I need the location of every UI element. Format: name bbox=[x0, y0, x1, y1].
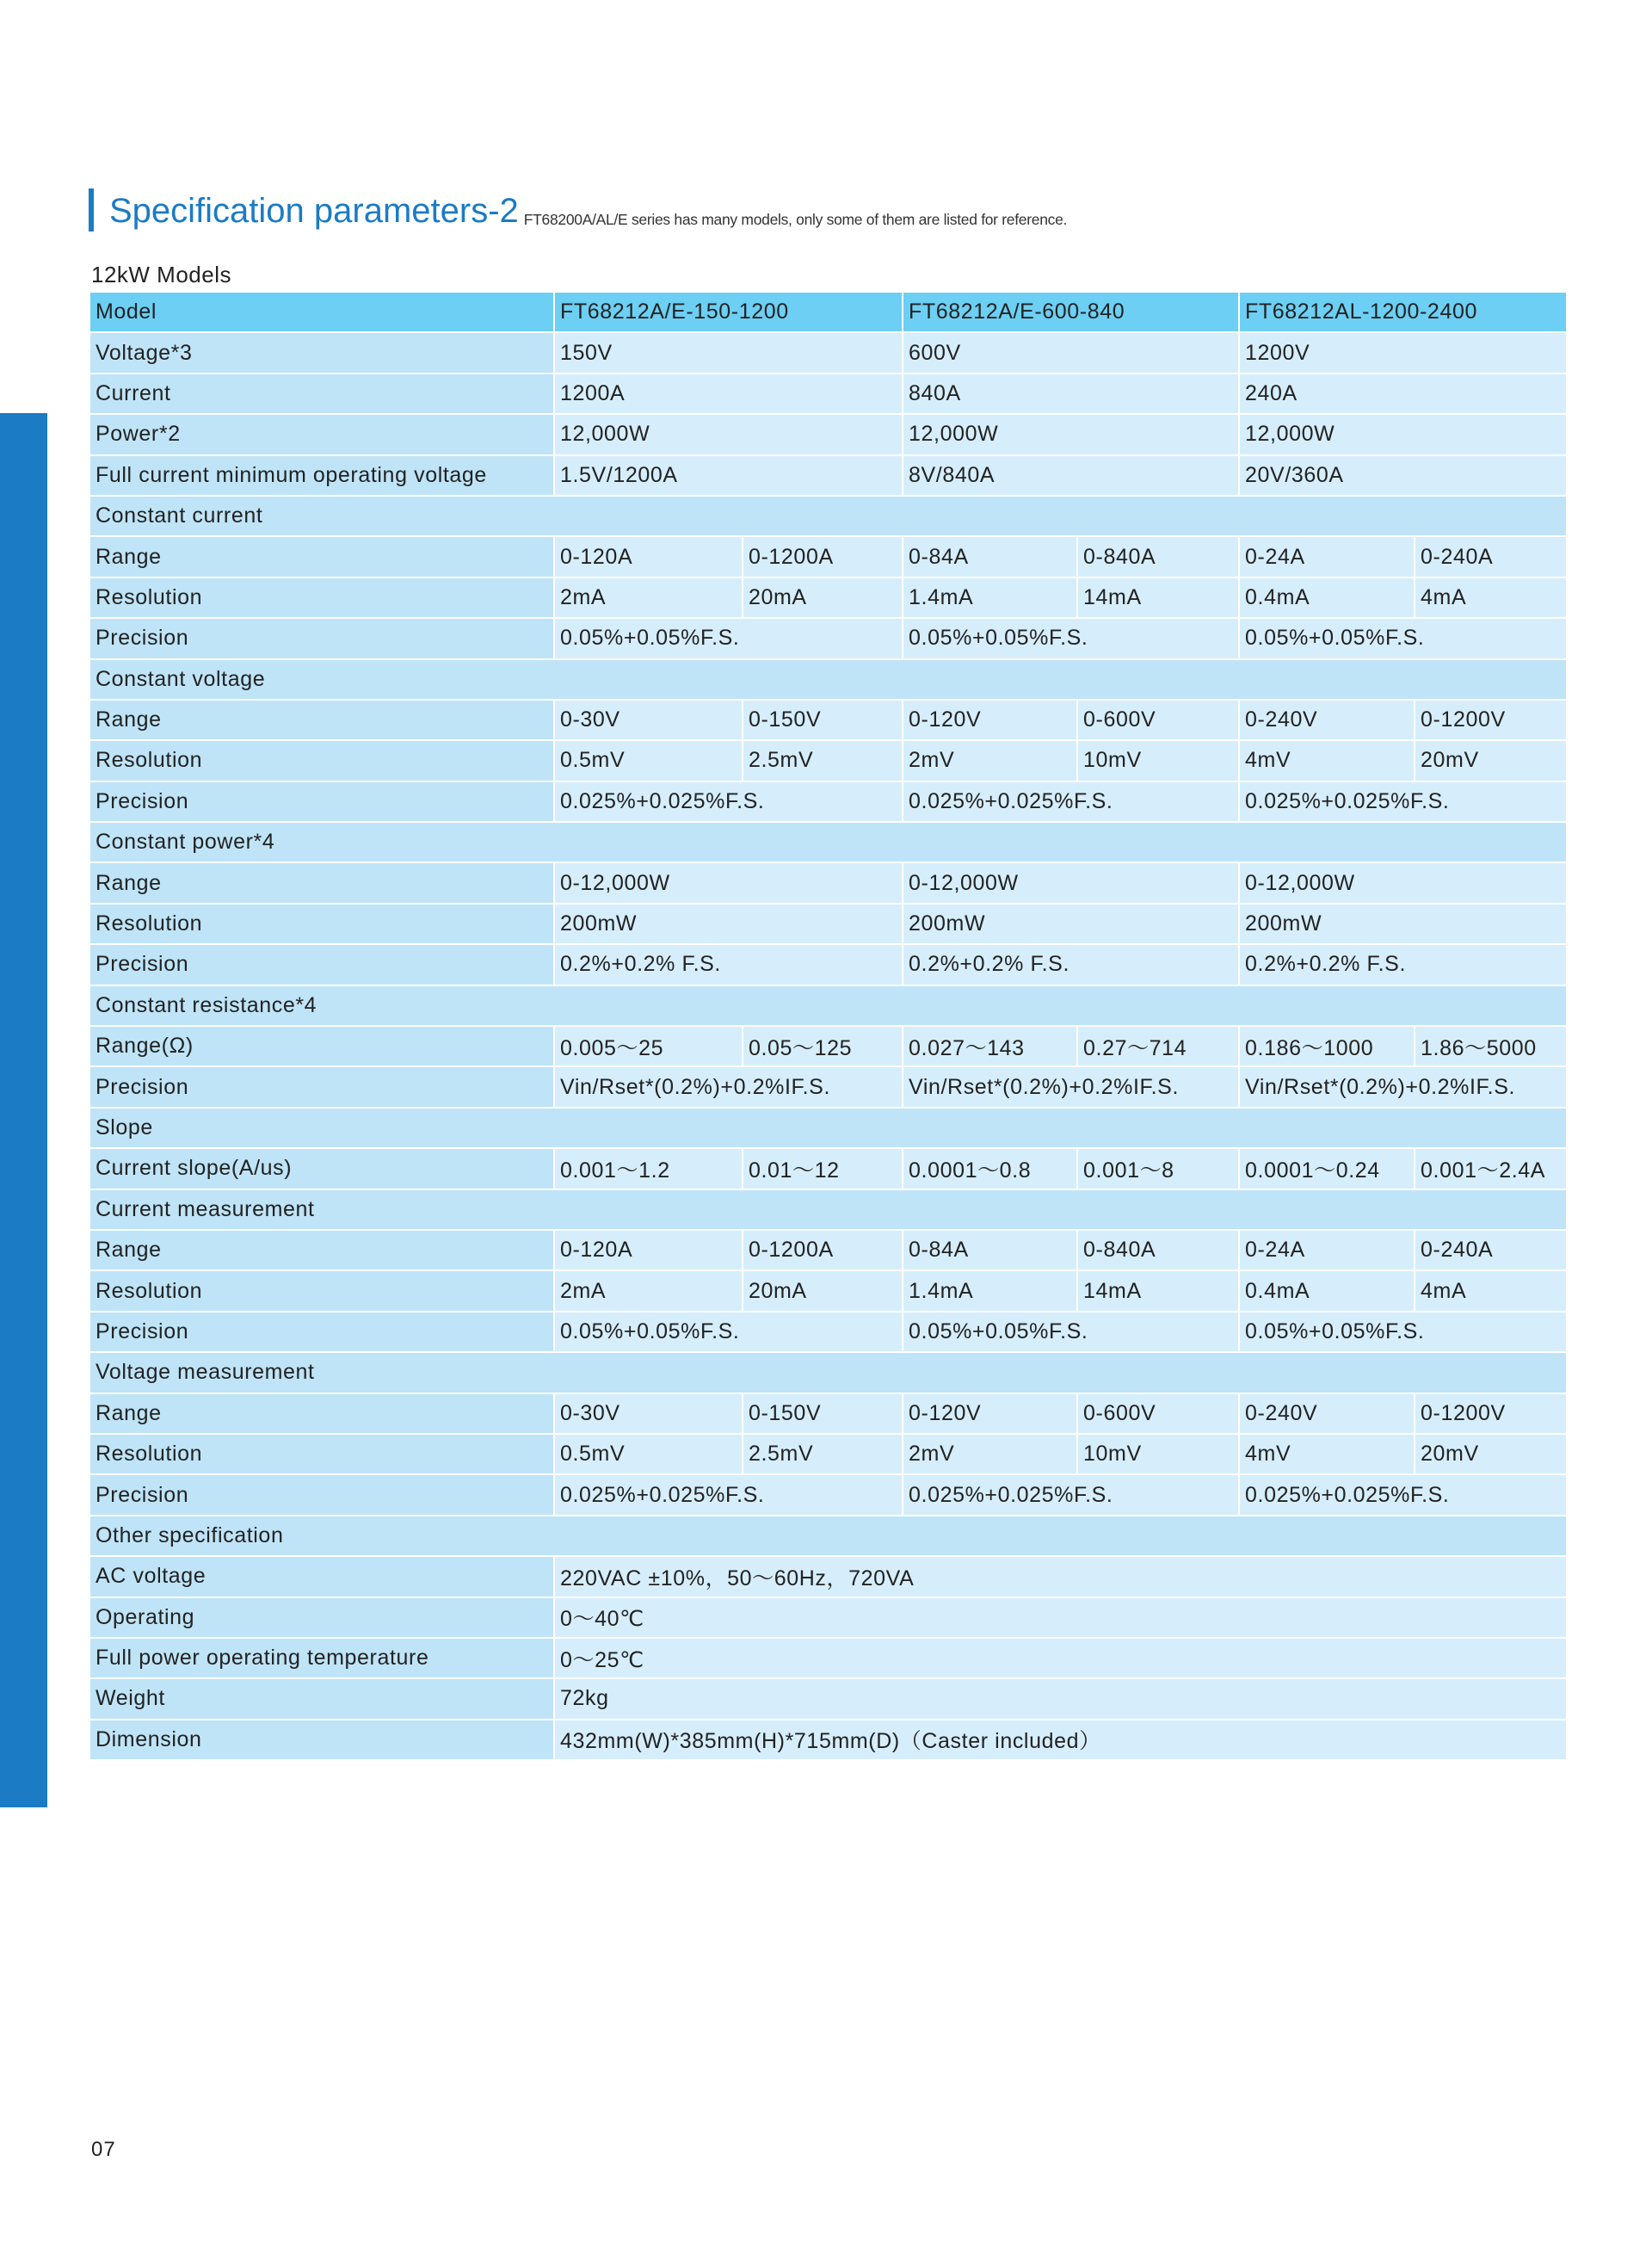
row-label: Current bbox=[89, 374, 554, 414]
cell-value: 0.2%+0.2% F.S. bbox=[903, 944, 1239, 985]
table-row bbox=[89, 1066, 1567, 1107]
row-label: Range(Ω) bbox=[89, 1026, 554, 1066]
cell-value: 10mV bbox=[1077, 1434, 1239, 1474]
cell-value: 1.4mA bbox=[903, 577, 1077, 618]
row-label: Voltage*3 bbox=[89, 332, 554, 373]
table-row bbox=[89, 374, 1567, 414]
cell-value: 0.05%+0.05%F.S. bbox=[554, 618, 903, 658]
cell-value: 0.05～125 bbox=[743, 1026, 903, 1066]
table-row bbox=[89, 700, 1567, 740]
title-accent-bar bbox=[89, 188, 94, 232]
row-label: Range bbox=[89, 1393, 554, 1434]
side-color-band bbox=[0, 413, 47, 1807]
table-row bbox=[89, 740, 1567, 781]
title-note: FT68200A/AL/E series has many models, only some of them are listed for reference. bbox=[523, 211, 1068, 228]
row-label: Range bbox=[89, 700, 554, 740]
cell-value: 72kg bbox=[554, 1678, 1567, 1719]
cell-value: 0-600V bbox=[1077, 700, 1239, 740]
section-row bbox=[89, 1516, 1567, 1556]
cell-value: 150V bbox=[554, 332, 903, 373]
table-row bbox=[89, 1597, 1567, 1638]
table-row bbox=[89, 862, 1567, 903]
cell-value: 0-1200V bbox=[1415, 1393, 1567, 1434]
row-label: Power*2 bbox=[89, 414, 554, 454]
section-row bbox=[89, 822, 1567, 862]
cell-value: 1200V bbox=[1239, 332, 1567, 373]
cell-value: 4mA bbox=[1415, 577, 1567, 618]
row-label: Model bbox=[89, 292, 554, 332]
table-row bbox=[89, 1638, 1567, 1678]
table-header-row bbox=[89, 292, 1567, 332]
cell-value: 0-240V bbox=[1239, 1393, 1415, 1434]
cell-value: 0.0001～0.24 bbox=[1239, 1148, 1415, 1189]
row-label: Precision bbox=[89, 1066, 554, 1107]
cell-value: 0.005～25 bbox=[554, 1026, 743, 1066]
cell-value: 0.001～8 bbox=[1077, 1148, 1239, 1189]
cell-value: 0-840A bbox=[1077, 1230, 1239, 1270]
table-row bbox=[89, 1148, 1567, 1189]
section-row bbox=[89, 985, 1567, 1026]
row-label: Weight bbox=[89, 1678, 554, 1719]
cell-value: 0-1200A bbox=[743, 536, 903, 577]
cell-value: 0.05%+0.05%F.S. bbox=[903, 618, 1239, 658]
cell-value: 0-12,000W bbox=[903, 862, 1239, 903]
cell-value: 2mV bbox=[903, 1434, 1077, 1474]
cell-value: 2.5mV bbox=[743, 740, 903, 781]
cell-value: 14mA bbox=[1077, 577, 1239, 618]
cell-value: 8V/840A bbox=[903, 455, 1239, 496]
cell-value: 20V/360A bbox=[1239, 455, 1567, 496]
table-row bbox=[89, 1720, 1567, 1760]
cell-value: 840A bbox=[903, 374, 1239, 414]
section-title: Constant current bbox=[89, 496, 1567, 536]
cell-value: 0-30V bbox=[554, 700, 743, 740]
cell-value: 0.05%+0.05%F.S. bbox=[1239, 1312, 1567, 1352]
cell-value: 0-600V bbox=[1077, 1393, 1239, 1434]
cell-value: 14mA bbox=[1077, 1270, 1239, 1311]
cell-value: 0-1200A bbox=[743, 1230, 903, 1270]
row-label: AC voltage bbox=[89, 1556, 554, 1597]
cell-value: 0.025%+0.025%F.S. bbox=[554, 1474, 903, 1515]
page-header bbox=[89, 188, 1067, 232]
cell-value: 0-120V bbox=[903, 1393, 1077, 1434]
cell-value: 0.4mA bbox=[1239, 1270, 1415, 1311]
table-row bbox=[89, 1026, 1567, 1066]
section-title: Slope bbox=[89, 1108, 1567, 1148]
row-label: Resolution bbox=[89, 740, 554, 781]
row-label: Precision bbox=[89, 618, 554, 658]
model-name: FT68212AL-1200-2400 bbox=[1239, 292, 1567, 332]
table-row bbox=[89, 944, 1567, 985]
cell-value: 220VAC ±10%，50～60Hz，720VA bbox=[554, 1556, 1567, 1597]
cell-value: 0-84A bbox=[903, 536, 1077, 577]
table-row bbox=[89, 1393, 1567, 1434]
row-label: Precision bbox=[89, 1312, 554, 1352]
cell-value: 0.025%+0.025%F.S. bbox=[903, 781, 1239, 822]
cell-value: 20mV bbox=[1415, 740, 1567, 781]
cell-value: 200mW bbox=[554, 904, 903, 944]
cell-value: 2mA bbox=[554, 1270, 743, 1311]
cell-value: Vin/Rset*(0.2%)+0.2%IF.S. bbox=[554, 1066, 903, 1107]
cell-value: 0-24A bbox=[1239, 1230, 1415, 1270]
row-label: Precision bbox=[89, 944, 554, 985]
cell-value: 2.5mV bbox=[743, 1434, 903, 1474]
section-title: Current measurement bbox=[89, 1189, 1567, 1230]
cell-value: 0.027～143 bbox=[903, 1026, 1077, 1066]
table-row bbox=[89, 332, 1567, 373]
table-row bbox=[89, 414, 1567, 454]
cell-value: 600V bbox=[903, 332, 1239, 373]
cell-value: 0.0001～0.8 bbox=[903, 1148, 1077, 1189]
cell-value: 0-240V bbox=[1239, 700, 1415, 740]
cell-value: 0.001～1.2 bbox=[554, 1148, 743, 1189]
row-label: Range bbox=[89, 1230, 554, 1270]
cell-value: 20mA bbox=[743, 1270, 903, 1311]
cell-value: 0.025%+0.025%F.S. bbox=[554, 781, 903, 822]
cell-value: 0-12,000W bbox=[1239, 862, 1567, 903]
model-name: FT68212A/E-150-1200 bbox=[554, 292, 903, 332]
section-row bbox=[89, 496, 1567, 536]
section-label: 12kW Models bbox=[91, 262, 231, 287]
row-label: Range bbox=[89, 862, 554, 903]
section-row bbox=[89, 1189, 1567, 1230]
table-row bbox=[89, 618, 1567, 658]
cell-value: 0-150V bbox=[743, 700, 903, 740]
cell-value: 0.2%+0.2% F.S. bbox=[554, 944, 903, 985]
row-label: Resolution bbox=[89, 1434, 554, 1474]
section-title: Other specification bbox=[89, 1516, 1567, 1556]
cell-value: 20mA bbox=[743, 577, 903, 618]
row-label: Operating bbox=[89, 1597, 554, 1638]
cell-value: 0-84A bbox=[903, 1230, 1077, 1270]
section-row bbox=[89, 1352, 1567, 1393]
cell-value: 200mW bbox=[903, 904, 1239, 944]
section-title: Voltage measurement bbox=[89, 1352, 1567, 1393]
cell-value: 1.86～5000 bbox=[1415, 1026, 1567, 1066]
table-row bbox=[89, 1434, 1567, 1474]
table-row bbox=[89, 455, 1567, 496]
section-title: Constant power*4 bbox=[89, 822, 1567, 862]
cell-value: 0-240A bbox=[1415, 1230, 1567, 1270]
cell-value: 12,000W bbox=[1239, 414, 1567, 454]
row-label: Dimension bbox=[89, 1720, 554, 1760]
row-label: Range bbox=[89, 536, 554, 577]
cell-value: 0.05%+0.05%F.S. bbox=[554, 1312, 903, 1352]
table-row bbox=[89, 1312, 1567, 1352]
table-row bbox=[89, 781, 1567, 822]
table-row bbox=[89, 536, 1567, 577]
cell-value: 0.025%+0.025%F.S. bbox=[903, 1474, 1239, 1515]
table-row bbox=[89, 904, 1567, 944]
cell-value: 0.05%+0.05%F.S. bbox=[1239, 618, 1567, 658]
cell-value: 4mA bbox=[1415, 1270, 1567, 1311]
table-row bbox=[89, 1556, 1567, 1597]
section-title: Constant voltage bbox=[89, 659, 1567, 700]
cell-value: 12,000W bbox=[903, 414, 1239, 454]
cell-value: 4mV bbox=[1239, 1434, 1415, 1474]
cell-value: 2mA bbox=[554, 577, 743, 618]
cell-value: 0.5mV bbox=[554, 740, 743, 781]
cell-value: 0.025%+0.025%F.S. bbox=[1239, 1474, 1567, 1515]
table-row bbox=[89, 1474, 1567, 1515]
cell-value: 0.01～12 bbox=[743, 1148, 903, 1189]
cell-value: 12,000W bbox=[554, 414, 903, 454]
cell-value: 0.05%+0.05%F.S. bbox=[903, 1312, 1239, 1352]
cell-value: 4mV bbox=[1239, 740, 1415, 781]
table-row bbox=[89, 1678, 1567, 1719]
cell-value: 200mW bbox=[1239, 904, 1567, 944]
section-title: Constant resistance*4 bbox=[89, 985, 1567, 1026]
row-label: Resolution bbox=[89, 577, 554, 618]
cell-value: 0-24A bbox=[1239, 536, 1415, 577]
row-label: Full power operating temperature bbox=[89, 1638, 554, 1678]
cell-value: 0-12,000W bbox=[554, 862, 903, 903]
cell-value: 240A bbox=[1239, 374, 1567, 414]
cell-value: 0.27～714 bbox=[1077, 1026, 1239, 1066]
cell-value: 0.001～2.4A bbox=[1415, 1148, 1567, 1189]
section-row bbox=[89, 1108, 1567, 1148]
cell-value: Vin/Rset*(0.2%)+0.2%IF.S. bbox=[903, 1066, 1239, 1107]
cell-value: 0.4mA bbox=[1239, 577, 1415, 618]
cell-value: 0.5mV bbox=[554, 1434, 743, 1474]
cell-value: 0-1200V bbox=[1415, 700, 1567, 740]
cell-value: 0-840A bbox=[1077, 536, 1239, 577]
page-title: Specification parameters-2 bbox=[109, 192, 519, 230]
cell-value: 10mV bbox=[1077, 740, 1239, 781]
cell-value: 0.025%+0.025%F.S. bbox=[1239, 781, 1567, 822]
row-label: Full current minimum operating voltage bbox=[89, 455, 554, 496]
cell-value: 0-120A bbox=[554, 536, 743, 577]
row-label: Resolution bbox=[89, 904, 554, 944]
cell-value: 1200A bbox=[554, 374, 903, 414]
cell-value: 1.5V/1200A bbox=[554, 455, 903, 496]
row-label: Precision bbox=[89, 781, 554, 822]
model-name: FT68212A/E-600-840 bbox=[903, 292, 1239, 332]
table-row bbox=[89, 577, 1567, 618]
cell-value: 432mm(W)*385mm(H)*715mm(D)（Caster included） bbox=[554, 1720, 1567, 1760]
cell-value: 2mV bbox=[903, 740, 1077, 781]
section-row bbox=[89, 659, 1567, 700]
cell-value: 0-120V bbox=[903, 700, 1077, 740]
spec-table bbox=[89, 291, 1568, 1761]
cell-value: 0.186～1000 bbox=[1239, 1026, 1415, 1066]
table-row bbox=[89, 1230, 1567, 1270]
cell-value: 20mV bbox=[1415, 1434, 1567, 1474]
cell-value: 0-240A bbox=[1415, 536, 1567, 577]
row-label: Resolution bbox=[89, 1270, 554, 1311]
cell-value: 0.2%+0.2% F.S. bbox=[1239, 944, 1567, 985]
cell-value: 0-120A bbox=[554, 1230, 743, 1270]
cell-value: 0～40℃ bbox=[554, 1597, 1567, 1638]
cell-value: 0-30V bbox=[554, 1393, 743, 1434]
row-label: Precision bbox=[89, 1474, 554, 1515]
cell-value: Vin/Rset*(0.2%)+0.2%IF.S. bbox=[1239, 1066, 1567, 1107]
row-label: Current slope(A/us) bbox=[89, 1148, 554, 1189]
cell-value: 0-150V bbox=[743, 1393, 903, 1434]
table-row bbox=[89, 1270, 1567, 1311]
cell-value: 0～25℃ bbox=[554, 1638, 1567, 1678]
cell-value: 1.4mA bbox=[903, 1270, 1077, 1311]
page-number: 07 bbox=[91, 2138, 116, 2161]
